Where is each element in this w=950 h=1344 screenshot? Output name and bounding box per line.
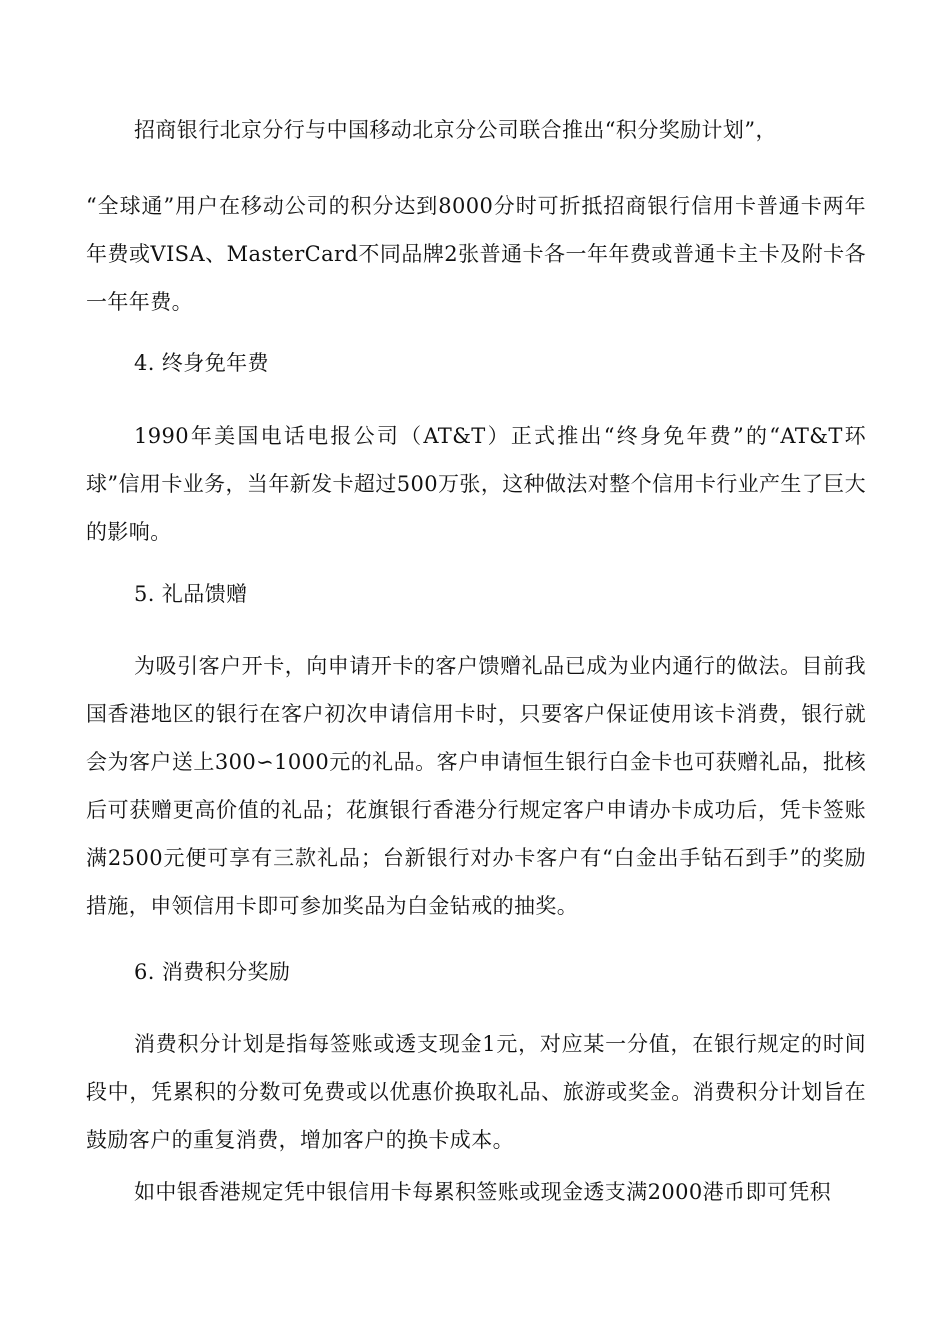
paragraph-points-plan-detail: “全球通”用户在移动公司的积分达到8000分时可折抵招商银行信用卡普通卡两年年费或VISA、MasterCard不同品牌2张普通卡各一年年费或普通卡主卡及附卡各一年年费。 (86, 194, 866, 314)
paragraph-gift-details: 为吸引客户开卡，向申请开卡的客户馈赠礼品已成为业内通行的做法。目前我国香港地区的银行在客户初次申请信用卡时，只要客户保证使用该卡消费，银行就会为客户送上300∽1000元的礼品。客户申请恒生银行白金卡也可获赠礼品，批核后可获赠更高价值的礼品；花旗银行香港分行规定客户申请办卡成功后，凭卡签账满2500元便可享有三款礼品；台新银行对办卡客户有“白金出手钻石到手”的奖励措施，申领信用卡即可参加奖品为白金钻戒的抽奖。 (86, 654, 866, 918)
paragraph-att-example: 1990年美国电话电报公司（AT&T）正式推出“终身免年费”的“AT&T环球”信用卡业务，当年新发卡超过500万张，这种做法对整个信用卡行业产生了巨大的影响。 (86, 424, 867, 544)
paragraph-boc-hk-example: 如中银香港规定凭中银信用卡每累积签账或现金透支满2000港币即可凭积 (134, 1180, 832, 1204)
paragraph-points-definition: 消费积分计划是指每签账或透支现金1元，对应某一分值，在银行规定的时间段中，凭累积的分数可免费或以优惠价换取礼品、旅游或奖金。消费积分计划旨在鼓励客户的重复消费，增加客户的换卡成本。 (86, 1032, 866, 1152)
section-heading-consumption-points: 6. 消费积分奖励 (134, 960, 291, 984)
section-heading-gift-giving: 5. 礼品馈赠 (134, 582, 248, 606)
section-heading-lifetime-free-fee: 4. 终身免年费 (134, 351, 269, 375)
paragraph-points-plan-intro: 招商银行北京分行与中国移动北京分公司联合推出“积分奖励计划”， (134, 118, 777, 142)
